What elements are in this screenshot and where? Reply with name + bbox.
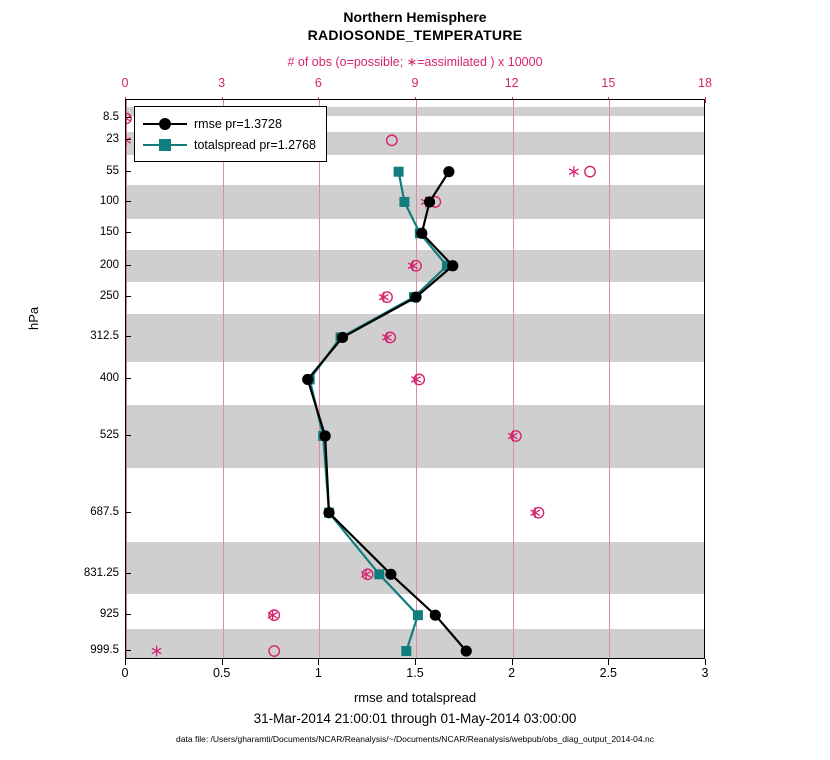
possible-obs-marker [362,569,372,579]
x-tick-label-bottom: 2 [508,666,516,680]
y-tick-mark [125,573,131,574]
possible-obs-marker [585,166,595,176]
title-line-1: Northern Hemisphere [343,9,487,25]
x-tick-label-bottom: 1 [314,666,322,680]
x-tick-mark-top [705,97,706,103]
x-tick-label-bottom: 2.5 [599,666,618,680]
legend-label: totalspread pr=1.2768 [194,137,316,152]
series-marker [302,374,313,385]
possible-obs-marker [387,135,397,145]
assimilated-obs-marker [152,646,161,657]
x-tick-label-top: 3 [218,76,226,90]
series-marker [374,569,384,579]
plot-area [125,99,705,659]
y-axis-label: hPa [26,306,41,330]
x-tick-mark-bottom [318,659,319,665]
y-tick-label: 200 [99,258,119,271]
x-tick-label-top: 18 [698,76,712,90]
top-axis-label: # of obs (o=possible; ∗=assimilated ) x 10000 [287,55,543,69]
y-tick-mark [125,614,131,615]
x-axis-label: rmse and totalspread [353,690,477,705]
x-tick-mark-bottom [608,659,609,665]
possible-obs-marker [269,610,279,620]
y-tick-label: 999.5 [90,644,119,657]
y-tick-label: 925 [99,608,119,621]
x-tick-label-top: 9 [411,76,419,90]
legend-circle-marker [159,118,171,130]
x-tick-mark-bottom [415,659,416,665]
assimilated-obs-marker [379,292,388,303]
y-tick-label: 100 [99,194,119,207]
x-tick-mark-bottom [705,659,706,665]
y-tick-label: 8.5 [103,111,119,124]
series-marker [461,645,472,656]
series-marker [430,610,441,621]
assimilated-obs-marker [508,431,517,442]
legend-marker-sample [143,117,187,131]
x-tick-label-top: 6 [314,76,322,90]
assimilated-obs-marker [408,260,417,271]
y-tick-mark [125,435,131,436]
series-marker [320,430,331,441]
y-tick-mark [125,650,131,651]
legend-item [143,113,316,134]
series-marker [323,507,334,518]
y-tick-label: 23 [106,133,119,146]
series-layer [126,100,705,659]
legend-item [143,134,316,155]
x-tick-label-top: 12 [504,76,519,90]
y-tick-label: 55 [106,164,119,177]
y-tick-label: 525 [99,429,119,441]
y-tick-mark [125,201,131,202]
data-file-caption: data file: /Users/gharamti/Documents/NCAR/Reanalysis/~/Documents/NCAR/Reanalysis/webpub/obs_diag_output_2014-04.nc [176,734,654,744]
assimilated-obs-marker [411,374,420,385]
x-tick-mark-bottom [512,659,513,665]
series-marker [410,292,421,303]
series-marker [413,610,423,620]
y-tick-label: 150 [99,226,119,239]
assimilated-obs-marker [125,135,131,146]
top-axis-ticks [0,76,830,96]
date-range-subtitle: 31-Mar-2014 21:00:01 through 01-May-2014 03:00:00 [253,711,577,726]
y-tick-mark [125,232,131,233]
y-tick-label: 400 [99,372,119,385]
y-tick-mark [125,139,131,140]
series-line [308,172,467,651]
x-tick-label-bottom: 0 [121,666,129,680]
possible-obs-marker [269,646,279,656]
y-tick-mark [125,296,131,297]
y-tick-mark [125,378,131,379]
series-marker [401,646,411,656]
bottom-axis-ticks [0,666,830,686]
series-marker [447,260,458,271]
assimilated-obs-marker [531,507,540,518]
x-tick-label-top: 15 [601,76,616,90]
series-marker [385,569,396,580]
chart-legend [134,106,327,162]
x-tick-label-bottom: 1.5 [406,666,424,680]
series-marker [424,196,435,207]
x-tick-label-bottom: 3 [701,666,709,680]
series-marker [399,197,409,207]
y-tick-mark [125,265,131,266]
series-marker [443,166,454,177]
y-tick-mark [125,171,131,172]
y-tick-mark [125,512,131,513]
x-tick-mark-bottom [222,659,223,665]
y-tick-label: 312.5 [90,330,119,343]
title-line-2: RADIOSONDE_TEMPERATURE [307,27,523,43]
y-tick-mark [125,336,131,337]
assimilated-obs-marker [382,332,391,343]
y-tick-label: 250 [99,290,119,303]
y-tick-label: 687.5 [90,505,119,518]
y-axis-tick-labels [55,99,119,659]
assimilated-obs-marker [569,166,578,177]
x-tick-label-top: 0 [121,76,129,90]
x-tick-mark-bottom [125,659,126,665]
chart-title [0,8,830,44]
series-marker [337,332,348,343]
series-marker [394,167,404,177]
y-tick-label: 831.25 [83,567,119,580]
series-marker [416,228,427,239]
x-tick-label-bottom: 0.5 [212,666,231,680]
legend-marker-sample [143,138,187,152]
legend-square-marker [159,139,171,151]
y-tick-mark [125,117,131,118]
legend-label: rmse pr=1.3728 [194,116,282,131]
